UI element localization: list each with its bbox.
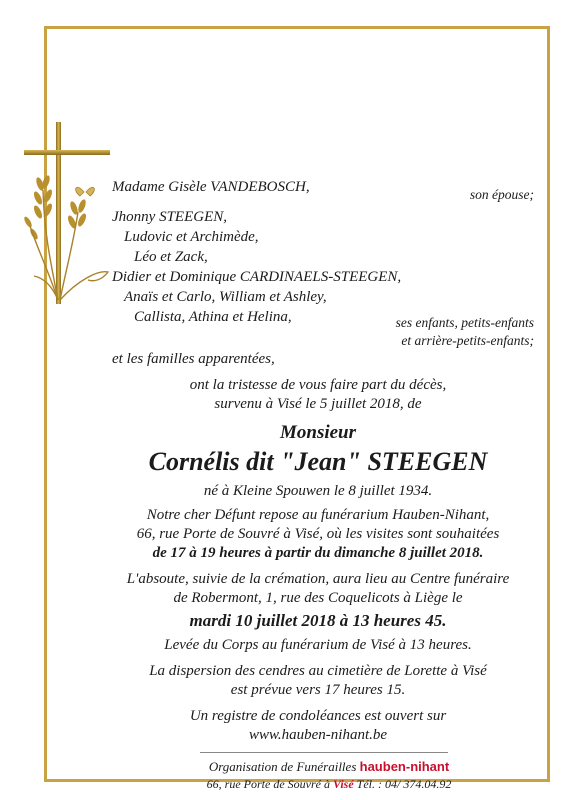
- rest-line: 66, rue Porte de Souvré à Visé, où les visites sont souhaitées: [136, 526, 500, 542]
- deceased-title: Monsieur: [279, 422, 357, 443]
- footer-city: Visé: [332, 777, 354, 791]
- announcement-line: survenu à Visé le 5 juillet 2018, de: [214, 396, 422, 412]
- register-url[interactable]: www.hauben-nihant.be: [248, 727, 388, 743]
- child-line: Jhonny STEEGEN,: [112, 209, 227, 225]
- child-line: Didier et Dominique CARDINAELS-STEEGEN,: [112, 269, 402, 285]
- deceased-name: Cornélis dit "Jean" STEEGEN: [148, 447, 488, 476]
- ceremony-line: L'absoute, suivie de la crémation, aura lieu au Centre funéraire: [126, 571, 510, 587]
- footer-org-prefix: Organisation de Funérailles: [208, 759, 357, 774]
- footer-address-prefix: 66, rue Porte de Souvré à: [206, 777, 330, 791]
- birth-line: né à Kleine Spouwen le 8 juillet 1934.: [203, 483, 433, 499]
- announcement-line: ont la tristesse de vous faire part du décès,: [189, 377, 447, 393]
- spouse-name: Madame Gisèle VANDEBOSCH,: [112, 179, 310, 195]
- spouse-role: son épouse;: [469, 187, 534, 202]
- child-line: Ludovic et Archimède,: [124, 229, 259, 245]
- footer-address: [200, 778, 458, 790]
- register-line: Un registre de condoléances est ouvert sur: [189, 708, 447, 724]
- child-line: Anaïs et Carlo, William et Ashley,: [124, 289, 327, 305]
- levee-line: Levée du Corps au funérarium de Visé à 13 heures.: [164, 637, 472, 653]
- children-role: ses enfants, petits-enfants: [395, 315, 534, 330]
- child-line: Callista, Athina et Helina,: [134, 309, 292, 325]
- relatives-line: et les familles apparentées,: [112, 351, 275, 367]
- child-line: Léo et Zack,: [134, 249, 208, 265]
- dispersion-line: est prévue vers 17 heures 15.: [230, 682, 406, 698]
- rest-line: Notre cher Défunt repose au funérarium Hauben-Nihant,: [146, 507, 490, 523]
- cross-icon-bar: [24, 150, 110, 155]
- footer-divider: [200, 752, 448, 753]
- footer-phone: Tél. : 04/ 374.04.92: [356, 777, 452, 791]
- visits-line: de 17 à 19 heures à partir du dimanche 8 juillet 2018.: [152, 545, 484, 561]
- wheat-butterfly-icon: [18, 160, 118, 310]
- ceremony-line: de Robermont, 1, rue des Coquelicots à Liège le: [173, 590, 463, 606]
- footer-org: [200, 760, 458, 773]
- dispersion-line: La dispersion des cendres au cimetière de Lorette à Visé: [149, 663, 487, 679]
- brand-name: hauben-nihant: [359, 759, 450, 774]
- children-role: et arrière-petits-enfants;: [401, 333, 534, 348]
- ceremony-date: mardi 10 juillet 2018 à 13 heures 45.: [189, 611, 447, 630]
